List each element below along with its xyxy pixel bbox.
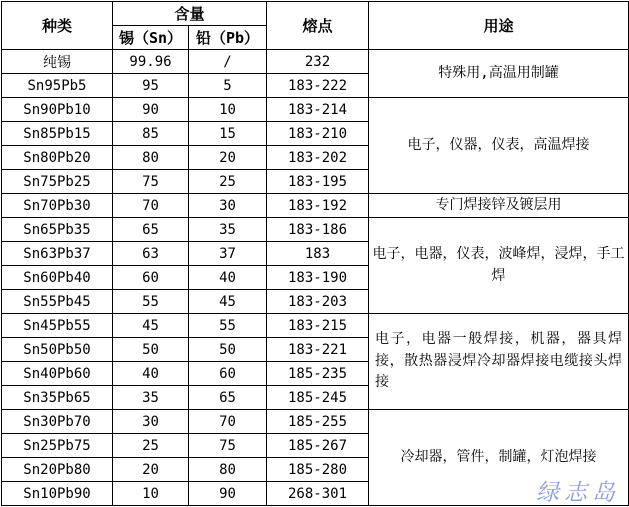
cell-usage: 专门焊接锌及镀层用 bbox=[369, 194, 629, 218]
cell-pb: 75 bbox=[189, 434, 267, 458]
cell-pb: 25 bbox=[189, 170, 267, 194]
cell-sn: 45 bbox=[113, 314, 189, 338]
cell-kind: Sn25Pb75 bbox=[2, 434, 113, 458]
cell-kind: Sn70Pb30 bbox=[2, 194, 113, 218]
solder-alloy-table bbox=[1, 1, 629, 506]
cell-pb: 40 bbox=[189, 266, 267, 290]
cell-melting-point: 183-210 bbox=[267, 122, 369, 146]
cell-sn: 55 bbox=[113, 290, 189, 314]
cell-pb: 30 bbox=[189, 194, 267, 218]
cell-pb: 55 bbox=[189, 314, 267, 338]
cell-sn: 65 bbox=[113, 218, 189, 242]
cell-sn: 70 bbox=[113, 194, 189, 218]
cell-melting-point: 183-203 bbox=[267, 290, 369, 314]
cell-pb: 20 bbox=[189, 146, 267, 170]
cell-pb: 5 bbox=[189, 74, 267, 98]
cell-usage: 电子，电器一般焊接，机器，器具焊接，散热器浸焊冷却器焊接电缆接头焊接 bbox=[369, 314, 629, 410]
table-row bbox=[2, 218, 629, 242]
cell-kind: Sn60Pb40 bbox=[2, 266, 113, 290]
cell-kind: Sn50Pb50 bbox=[2, 338, 113, 362]
cell-melting-point: 183-202 bbox=[267, 146, 369, 170]
cell-melting-point: 183-192 bbox=[267, 194, 369, 218]
cell-sn: 10 bbox=[113, 482, 189, 506]
cell-melting-point: 183-214 bbox=[267, 98, 369, 122]
cell-pb: 90 bbox=[189, 482, 267, 506]
cell-kind: Sn45Pb55 bbox=[2, 314, 113, 338]
cell-kind: 纯锡 bbox=[2, 50, 113, 74]
cell-melting-point: 183-195 bbox=[267, 170, 369, 194]
cell-melting-point: 183-221 bbox=[267, 338, 369, 362]
cell-usage: 电子，电器，仪表，波峰焊，浸焊，手工焊 bbox=[369, 218, 629, 314]
cell-melting-point: 183-190 bbox=[267, 266, 369, 290]
cell-sn: 35 bbox=[113, 386, 189, 410]
table-row bbox=[2, 194, 629, 218]
cell-melting-point: 185-280 bbox=[267, 458, 369, 482]
cell-melting-point: 183-186 bbox=[267, 218, 369, 242]
header-usage: 用途 bbox=[369, 2, 629, 50]
cell-sn: 75 bbox=[113, 170, 189, 194]
cell-melting-point: 185-255 bbox=[267, 410, 369, 434]
cell-kind: Sn35Pb65 bbox=[2, 386, 113, 410]
header-pb: 铅（Pb） bbox=[189, 26, 267, 50]
cell-sn: 80 bbox=[113, 146, 189, 170]
cell-kind: Sn20Pb80 bbox=[2, 458, 113, 482]
cell-sn: 40 bbox=[113, 362, 189, 386]
cell-sn: 60 bbox=[113, 266, 189, 290]
cell-kind: Sn10Pb90 bbox=[2, 482, 113, 506]
cell-melting-point: 185-245 bbox=[267, 386, 369, 410]
cell-sn: 85 bbox=[113, 122, 189, 146]
header-sn: 锡（Sn） bbox=[113, 26, 189, 50]
cell-sn: 99.96 bbox=[113, 50, 189, 74]
cell-melting-point: 185-267 bbox=[267, 434, 369, 458]
cell-melting-point: 268-301 bbox=[267, 482, 369, 506]
cell-kind: Sn75Pb25 bbox=[2, 170, 113, 194]
header-content: 含量 bbox=[113, 2, 267, 26]
cell-melting-point: 183 bbox=[267, 242, 369, 266]
cell-sn: 63 bbox=[113, 242, 189, 266]
cell-pb: 60 bbox=[189, 362, 267, 386]
watermark: 绿志岛 bbox=[536, 480, 620, 506]
cell-sn: 90 bbox=[113, 98, 189, 122]
table-row bbox=[2, 98, 629, 122]
cell-kind: Sn63Pb37 bbox=[2, 242, 113, 266]
header-kind: 种类 bbox=[2, 2, 113, 50]
cell-pb: 15 bbox=[189, 122, 267, 146]
cell-kind: Sn90Pb10 bbox=[2, 98, 113, 122]
cell-pb: 80 bbox=[189, 458, 267, 482]
cell-kind: Sn85Pb15 bbox=[2, 122, 113, 146]
cell-pb: 50 bbox=[189, 338, 267, 362]
cell-sn: 50 bbox=[113, 338, 189, 362]
cell-melting-point: 183-215 bbox=[267, 314, 369, 338]
table-row bbox=[2, 50, 629, 74]
cell-usage: 电子，仪器，仪表，高温焊接 bbox=[369, 98, 629, 194]
table-row bbox=[2, 314, 629, 338]
cell-sn: 20 bbox=[113, 458, 189, 482]
cell-usage: 特殊用,高温用制罐 bbox=[369, 50, 629, 98]
cell-pb: 10 bbox=[189, 98, 267, 122]
cell-sn: 30 bbox=[113, 410, 189, 434]
cell-pb: 70 bbox=[189, 410, 267, 434]
header-melting-point: 熔点 bbox=[267, 2, 369, 50]
cell-melting-point: 185-235 bbox=[267, 362, 369, 386]
table-row bbox=[2, 410, 629, 434]
cell-kind: Sn40Pb60 bbox=[2, 362, 113, 386]
cell-pb: / bbox=[189, 50, 267, 74]
cell-sn: 95 bbox=[113, 74, 189, 98]
cell-melting-point: 232 bbox=[267, 50, 369, 74]
cell-kind: Sn95Pb5 bbox=[2, 74, 113, 98]
cell-pb: 65 bbox=[189, 386, 267, 410]
header-row-1 bbox=[2, 2, 629, 26]
cell-kind: Sn30Pb70 bbox=[2, 410, 113, 434]
cell-pb: 37 bbox=[189, 242, 267, 266]
cell-pb: 35 bbox=[189, 218, 267, 242]
cell-kind: Sn65Pb35 bbox=[2, 218, 113, 242]
cell-melting-point: 183-222 bbox=[267, 74, 369, 98]
cell-usage: 冷却器，管件，制罐，灯泡焊接 bbox=[369, 410, 629, 506]
cell-pb: 45 bbox=[189, 290, 267, 314]
cell-sn: 25 bbox=[113, 434, 189, 458]
cell-kind: Sn55Pb45 bbox=[2, 290, 113, 314]
cell-kind: Sn80Pb20 bbox=[2, 146, 113, 170]
